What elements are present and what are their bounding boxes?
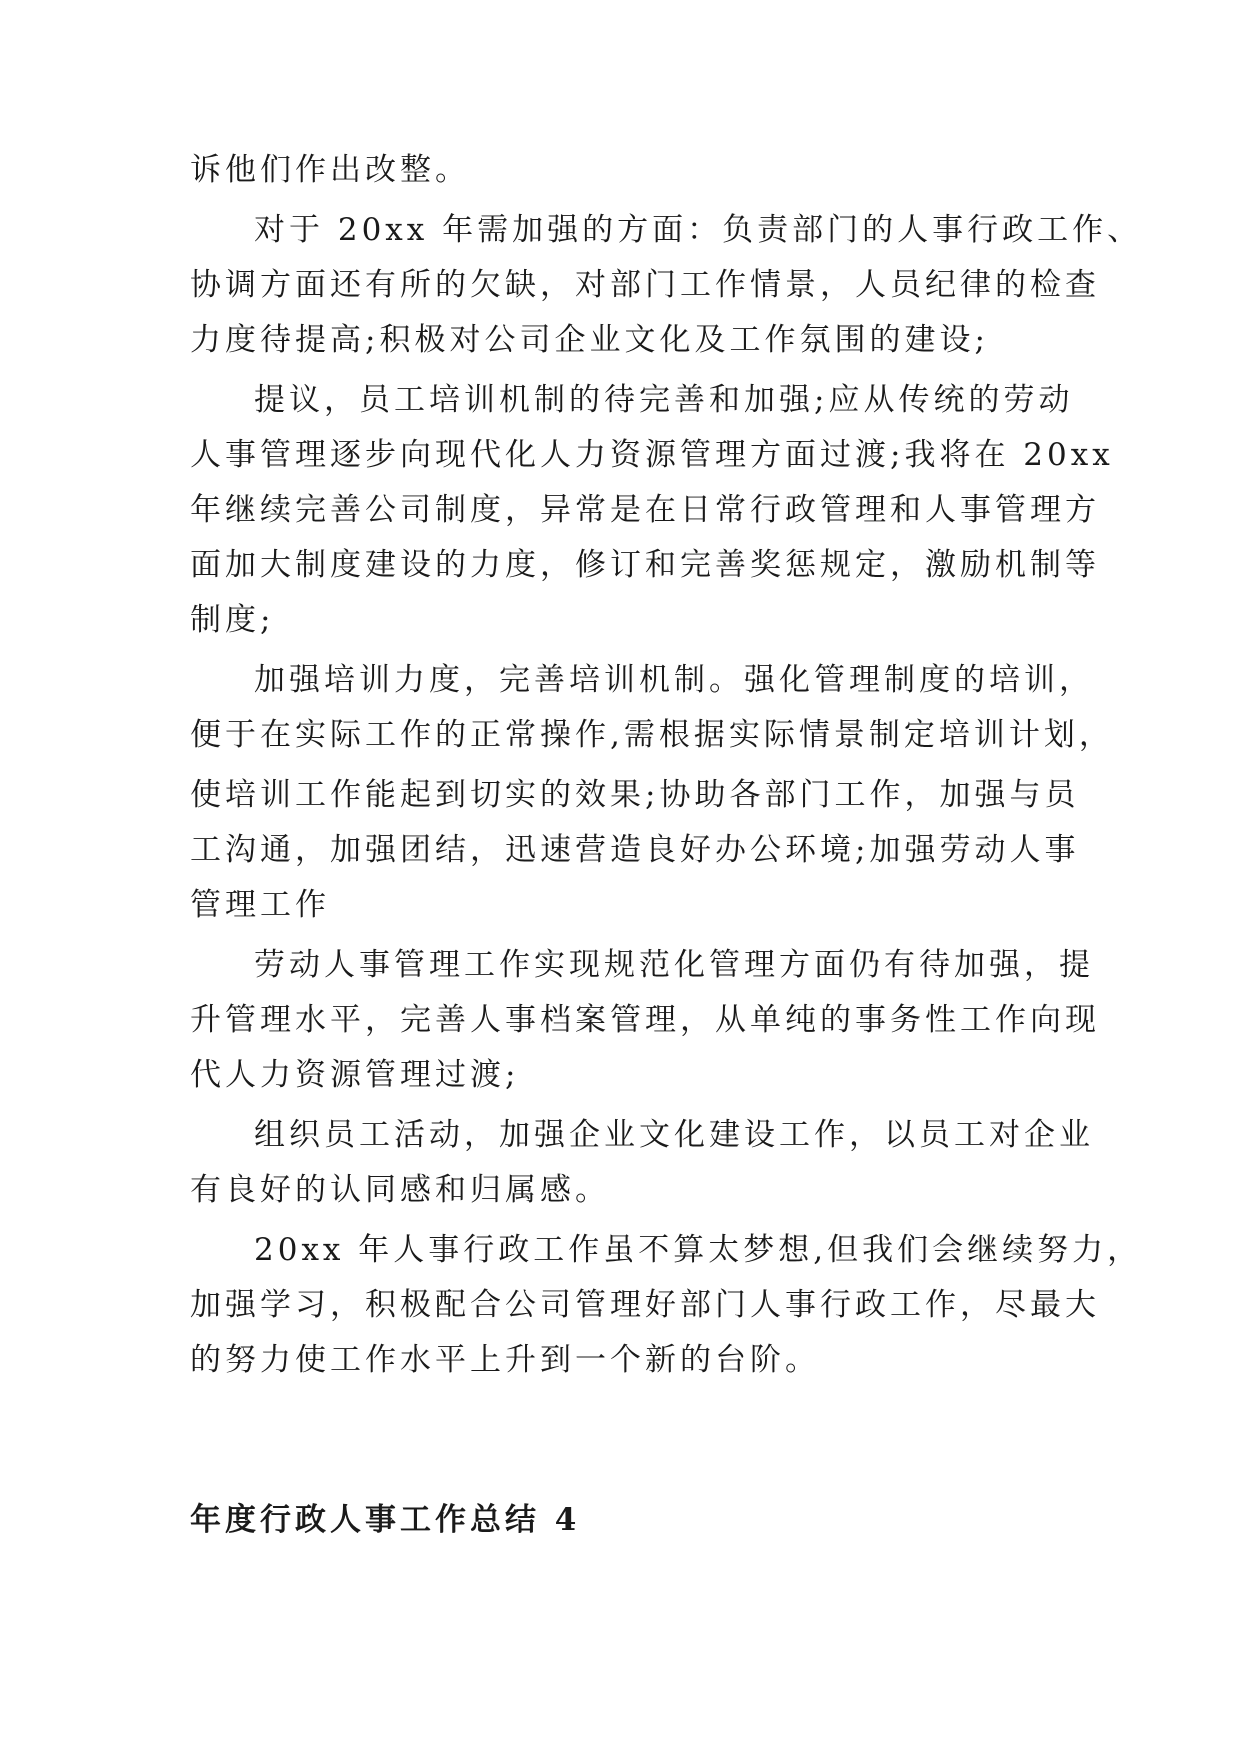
text-line: 力度待提高;积极对公司企业文化及工作氛围的建设; xyxy=(190,322,989,358)
text-line: 年继续完善公司制度，异常是在日常行政管理和人事管理方 xyxy=(190,492,1100,528)
section-heading: 年度行政人事工作总结 4 xyxy=(190,1502,581,1538)
text-line: 面加大制度建设的力度，修订和完善奖惩规定，激励机制等 xyxy=(190,547,1100,583)
text-line: 对于 20xx 年需加强的方面：负责部门的人事行政工作、 xyxy=(254,212,1143,248)
text-line: 制度; xyxy=(190,602,275,638)
text-line: 人事管理逐步向现代化人力资源管理方面过渡;我将在 20xx xyxy=(190,437,1114,473)
text-line: 提议，员工培训机制的待完善和加强;应从传统的劳动 xyxy=(254,382,1074,418)
text-line: 工沟通，加强团结，迅速营造良好办公环境;加强劳动人事 xyxy=(190,832,1080,868)
text-line: 有良好的认同感和归属感。 xyxy=(190,1172,610,1208)
text-line: 协调方面还有所的欠缺，对部门工作情景，人员纪律的检查 xyxy=(190,267,1100,303)
text-line: 诉他们作出改整。 xyxy=(190,152,470,188)
text-line: 管理工作 xyxy=(190,887,330,923)
text-line: 加强学习，积极配合公司管理好部门人事行政工作，尽最大 xyxy=(190,1287,1100,1323)
text-line: 便于在实际工作的正常操作,需根据实际情景制定培训计划， xyxy=(190,717,1114,753)
text-line: 升管理水平，完善人事档案管理，从单纯的事务性工作向现 xyxy=(190,1002,1100,1038)
text-line: 组织员工活动，加强企业文化建设工作，以员工对企业 xyxy=(254,1117,1094,1153)
text-line: 代人力资源管理过渡; xyxy=(190,1057,520,1093)
text-line: 的努力使工作水平上升到一个新的台阶。 xyxy=(190,1342,820,1378)
text-line: 劳动人事管理工作实现规范化管理方面仍有待加强，提 xyxy=(254,947,1094,983)
text-line: 使培训工作能起到切实的效果;协助各部门工作，加强与员 xyxy=(190,777,1080,813)
text-line: 加强培训力度，完善培训机制。强化管理制度的培训， xyxy=(254,662,1094,698)
text-line: 20xx 年人事行政工作虽不算太梦想,但我们会继续努力， xyxy=(254,1232,1143,1268)
